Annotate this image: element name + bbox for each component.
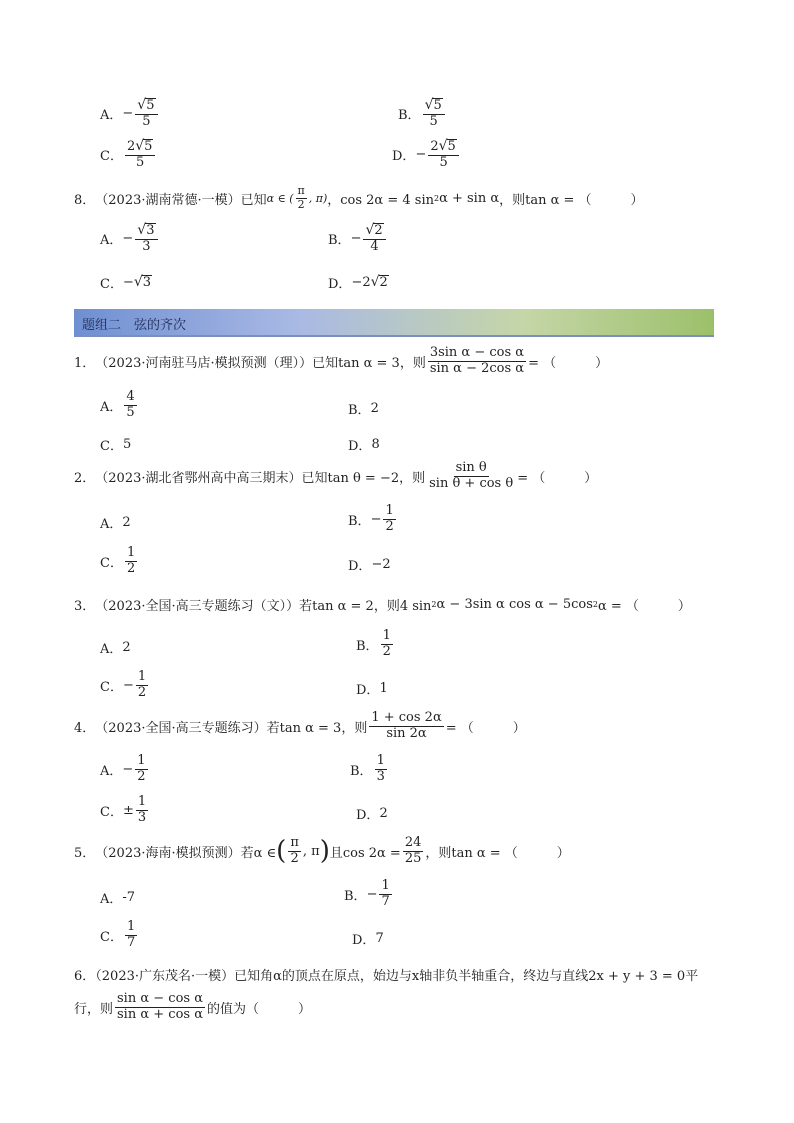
section-title: 题组二 弦的齐次 xyxy=(82,318,187,333)
q3-option-d[interactable]: D． 1 xyxy=(356,681,388,698)
fraction: $\frac{1 + \cos 2\alpha}{\sin 2\alpha}$ xyxy=(371,710,442,741)
fraction: $\frac{1}{2}$ xyxy=(126,545,136,576)
section-banner xyxy=(74,309,714,337)
question-1-stem: 1． （2023·河南驻马店·模拟预测（理））已知tan α = 3，则 $\frac{\text{3sin α − cos α}}{\text{sin α − 2cos α}}$ = （ ） xyxy=(74,345,609,376)
q8-option-a[interactable]: A． − √ 3 3 xyxy=(100,223,160,255)
q5-option-a[interactable]: A． -7 xyxy=(100,890,136,907)
q8-option-b[interactable]: B． − √ 2 4 xyxy=(328,223,388,255)
q4-option-a[interactable]: A． − $\frac{1}{2}$ xyxy=(100,753,146,784)
question-3-stem: 3． （2023·全国·高三专题练习（文））若tan α = 2，则4 sin 2 α − 3sin α cos α − 5cos 2 α = （ ） xyxy=(74,597,691,614)
q8-option-d[interactable]: D． −2 √ 2 xyxy=(328,273,388,292)
q4-option-b[interactable]: B． $\frac{1}{3}$ xyxy=(350,753,385,784)
q1-option-a[interactable]: A． $\frac{4}{5}$ xyxy=(100,389,135,420)
fraction: 2 √ 5 5 xyxy=(125,139,155,171)
q5-option-d[interactable]: D． 7 xyxy=(352,931,384,948)
fraction: $\frac{\text{3sin α − cos α}}{\text{sin α − 2cos α}}$ xyxy=(429,345,525,376)
question-8-stem: 8． （2023·湖南常德·一模）已知 α ∈ ( $\frac{\pi}{2}$ , π) ，cos 2α = 4 sin 2 α + sin α ，则tan α = （ ） xyxy=(74,184,644,211)
fraction: $\frac{1}{7}$ xyxy=(126,919,136,950)
q5-option-c[interactable]: C． $\frac{1}{7}$ xyxy=(100,919,136,950)
q3-option-a[interactable]: A． 2 xyxy=(100,640,131,657)
q1-option-d[interactable]: D． 8 xyxy=(348,437,380,454)
q3-option-b[interactable]: B． $\frac{1}{2}$ xyxy=(356,628,391,659)
q8-option-c[interactable]: C． − √ 3 xyxy=(100,273,152,292)
question-2-stem: 2． （2023·湖北省鄂州高中高三期末）已知tan θ = −2，则 $\frac{\text{sin θ}}{\text{sin θ + cos θ}}$ = （ ） xyxy=(74,460,598,491)
fraction: $\frac{4}{5}$ xyxy=(126,389,135,420)
fraction: $\frac{1}{2}$ xyxy=(385,503,394,534)
q2-option-d[interactable]: D． −2 xyxy=(348,557,391,574)
fraction: $\frac{\pi}{2}$ xyxy=(290,835,299,866)
q7-option-a[interactable]: A． − √ 5 5 xyxy=(100,98,160,130)
fraction: $\frac{1}{3}$ xyxy=(137,794,147,825)
q3-option-c[interactable]: C． − $\frac{1}{2}$ xyxy=(100,669,147,700)
fraction: $\frac{\pi}{2}$ xyxy=(297,184,305,211)
fraction: $\frac{\text{sin α − cos α}}{\text{sin α + cos α}}$ xyxy=(117,991,203,1022)
q2-option-b[interactable]: B． − $\frac{1}{2}$ xyxy=(348,503,394,534)
q1-option-b[interactable]: B． 2 xyxy=(348,401,379,418)
fraction: √ 5 5 xyxy=(423,98,445,130)
fraction: √ 5 5 xyxy=(135,98,157,130)
fraction: $\frac{1}{7}$ xyxy=(381,878,390,909)
fraction: √ 2 4 xyxy=(363,223,385,255)
question-4-stem: 4． （2023·全国·高三专题练习）若tan α = 3，则 $\frac{1 + \cos 2\alpha}{\sin 2\alpha}$ = （ ） xyxy=(74,710,526,741)
question-6-stem-line2: 行，则 $\frac{\text{sin α − cos α}}{\text{sin α + cos α}}$ 的值为（ ） xyxy=(74,991,311,1022)
fraction: $\frac{\text{sin θ}}{\text{sin θ + cos θ}}$ xyxy=(429,460,514,491)
q2-option-c[interactable]: C． $\frac{1}{2}$ xyxy=(100,545,136,576)
q5-option-b[interactable]: B． − $\frac{1}{7}$ xyxy=(344,878,390,909)
fraction: √ 3 3 xyxy=(135,223,157,255)
fraction: $\frac{1}{2}$ xyxy=(137,669,147,700)
question-6-stem-line1: 6．（2023·广东茂名·一模）已知角α的顶点在原点，始边与x轴非负半轴重合，终边与直线2x + y + 3 = 0平 xyxy=(74,969,699,984)
fraction: $\frac{24}{25}$ xyxy=(404,835,422,866)
fraction: 2 √ 5 5 xyxy=(428,139,458,171)
q4-option-c[interactable]: C． ± $\frac{1}{3}$ xyxy=(100,794,147,825)
question-5-stem: 5． （2023·海南·模拟预测）若α ∈ ( $\frac{\pi}{2}$ , π ) 且cos 2α = $\frac{24}{25}$ ，则tan α = （ ） xyxy=(74,835,570,867)
fraction: $\frac{1}{2}$ xyxy=(137,753,146,784)
q2-option-a[interactable]: A． 2 xyxy=(100,515,131,532)
fraction: $\frac{1}{3}$ xyxy=(376,753,385,784)
q7-option-c[interactable]: C． 2 √ 5 5 xyxy=(100,139,157,171)
q7-option-b[interactable]: B． √ 5 5 xyxy=(398,98,447,130)
q7-option-d[interactable]: D． − 2 √ 5 5 xyxy=(392,139,461,171)
q1-option-c[interactable]: C． 5 xyxy=(100,437,132,454)
q4-option-d[interactable]: D． 2 xyxy=(356,806,388,823)
fraction: $\frac{1}{2}$ xyxy=(382,628,391,659)
